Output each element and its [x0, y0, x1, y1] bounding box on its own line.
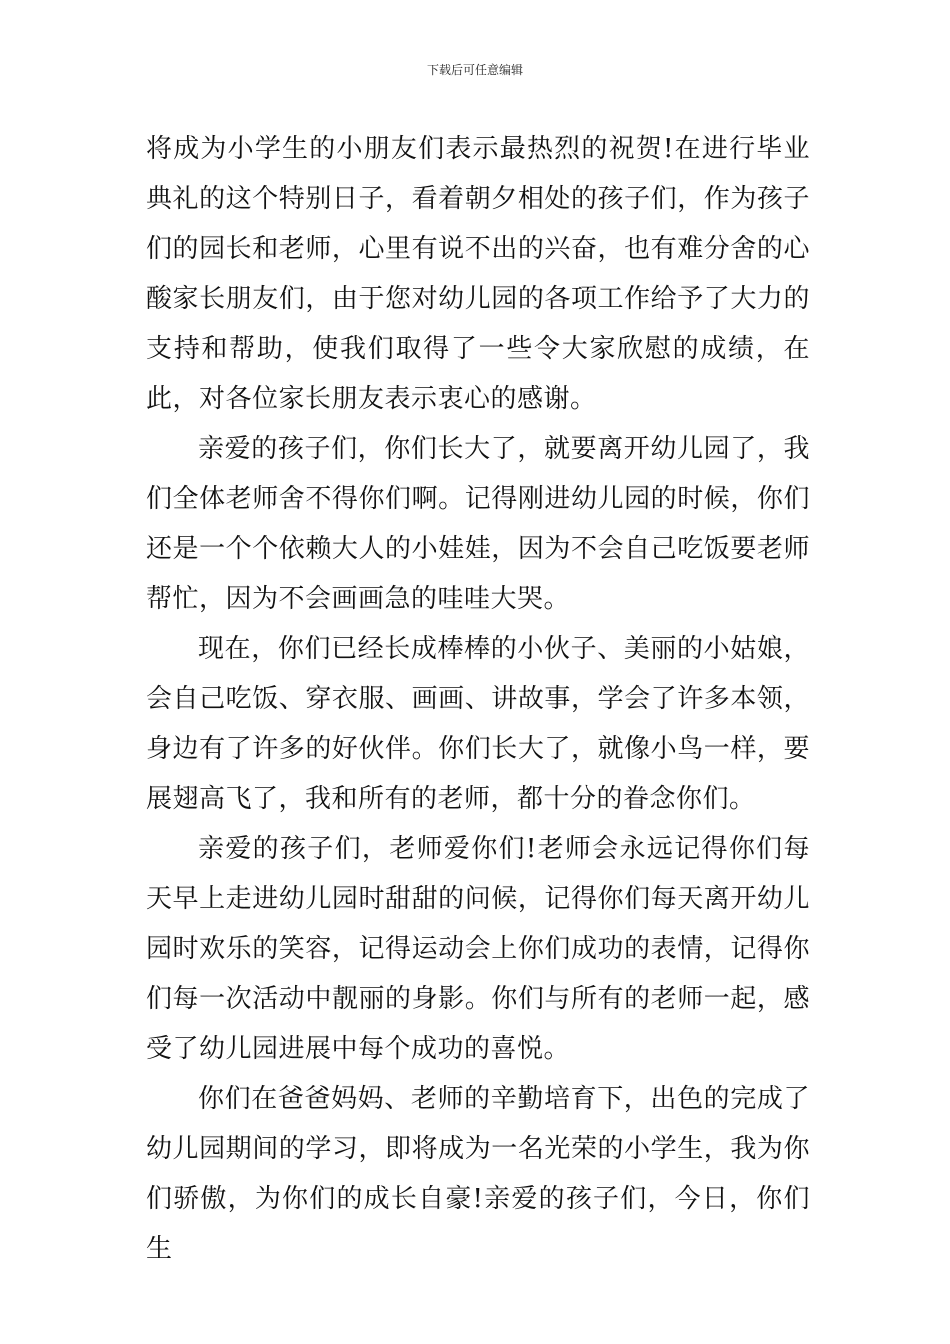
paragraph: 将成为小学生的小朋友们表示最热烈的祝贺!在进行毕业典礼的这个特别日子，看着朝夕相处的孩子们，作为孩子们的园长和老师，心里有说不出的兴奋，也有难分舍的心酸家长朋友们，由于您对幼儿园的各项工作给予了大力的支持和帮助，使我们取得了一些令大家欣慰的成绩，在此，对各位家长朋友表示衷心的感谢。 [146, 134, 810, 414]
paragraph: 亲爱的孩子们，你们长大了，就要离开幼儿园了，我们全体老师舍不得你们啊。记得刚进幼儿园的时候，你们还是一个个依赖大人的小娃娃，因为不会自己吃饭要老师帮忙，因为不会画画急的哇哇大哭。 [146, 434, 810, 614]
paragraph: 你们在爸爸妈妈、老师的辛勤培育下，出色的完成了幼儿园期间的学习，即将成为一名光荣的小学生，我为你们骄傲，为你们的成长自豪!亲爱的孩子们，今日，你们生 [146, 1084, 810, 1264]
paragraph: 亲爱的孩子们，老师爱你们!老师会永远记得你们每天早上走进幼儿园时甜甜的问候，记得你们每天离开幼儿园时欢乐的笑容，记得运动会上你们成功的表情，记得你们每一次活动中靓丽的身影。你们与所有的老师一起，感受了幼儿园进展中每个成功的喜悦。 [146, 834, 810, 1064]
document-body [146, 124, 810, 1274]
page-header: 下载后可任意编辑 [426, 63, 523, 77]
paragraph: 现在，你们已经长成棒棒的小伙子、美丽的小姑娘，会自己吃饭、穿衣服、画画、讲故事，学会了许多本领，身边有了许多的好伙伴。你们长大了，就像小鸟一样，要展翅高飞了，我和所有的老师，都十分的眷念你们。 [146, 634, 810, 814]
